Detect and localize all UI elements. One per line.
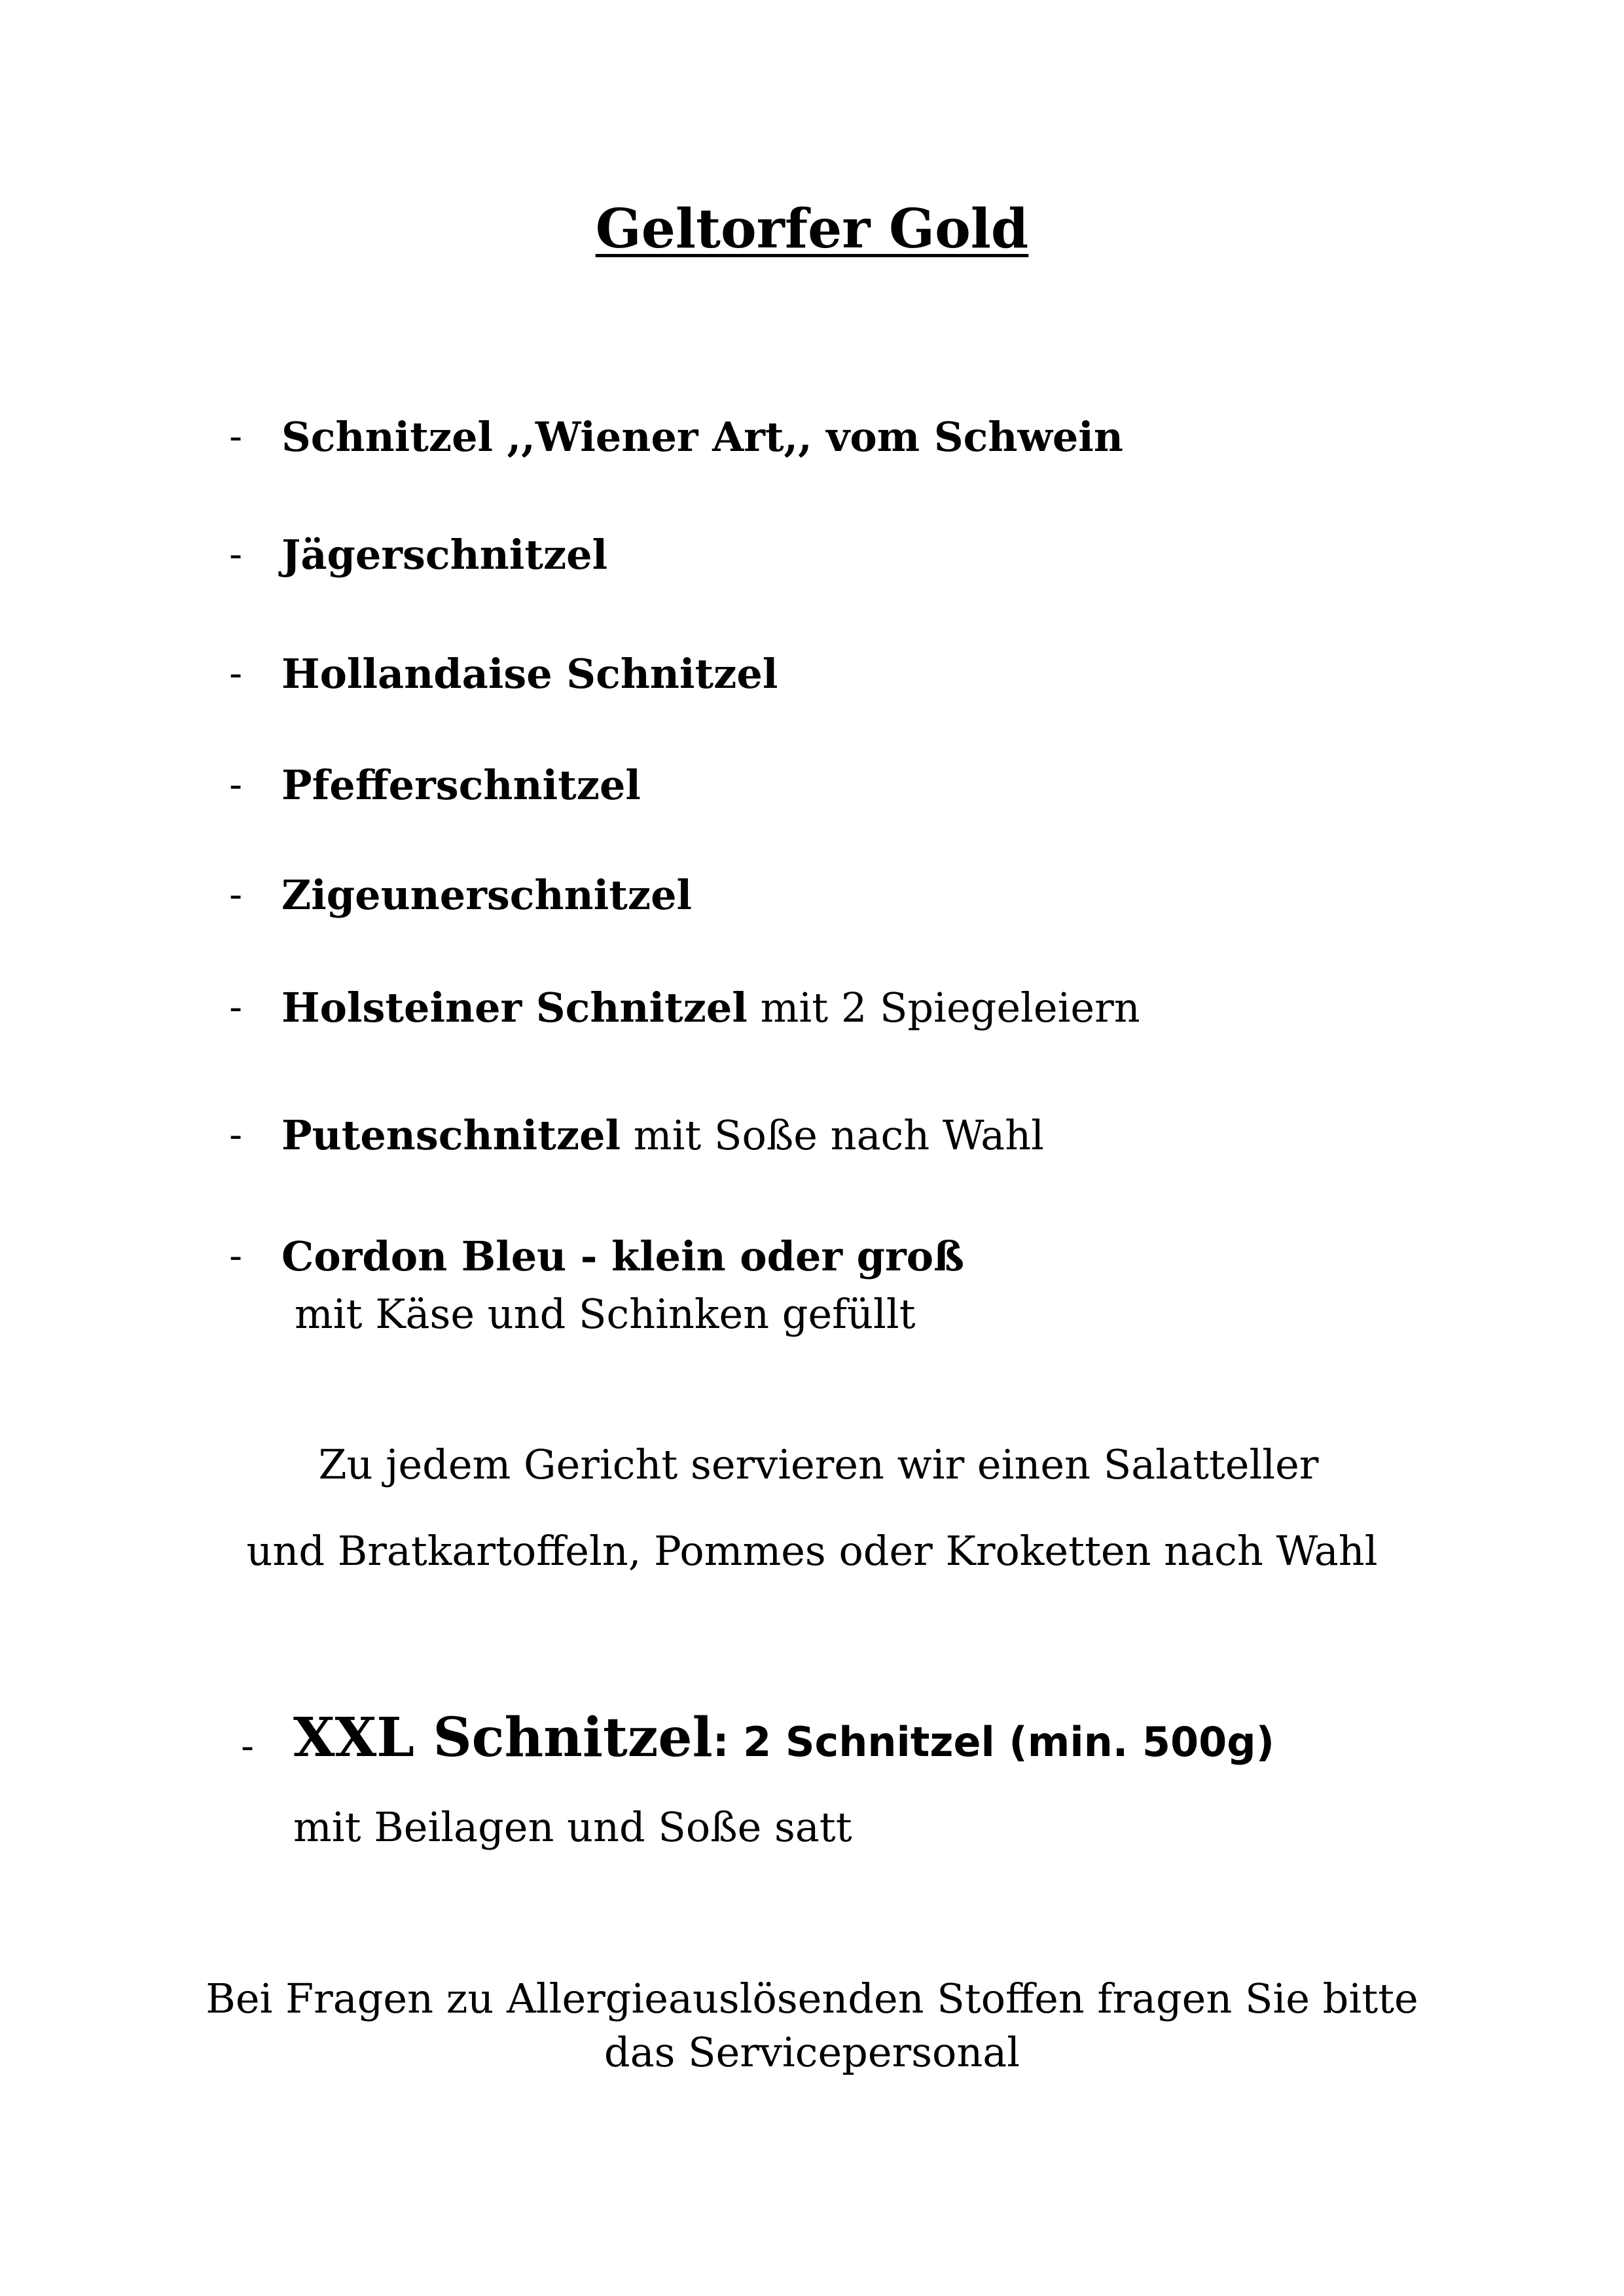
bullet-dash: - [229, 764, 243, 806]
bullet-dash: - [229, 533, 243, 576]
item-description: mit 2 Spiegeleiern [747, 984, 1140, 1031]
bullet-dash: - [229, 653, 243, 695]
item-name: Jägerschnitzel [281, 531, 608, 579]
xxl-description: : 2 Schnitzel (min. 500g) [712, 1718, 1275, 1766]
xxl-title: XXL Schnitzel [293, 1706, 713, 1769]
menu-title: Geltorfer Gold [595, 198, 1029, 260]
item-name: Holsteiner Schnitzel [281, 984, 748, 1031]
item-description: mit Soße nach Wahl [621, 1111, 1044, 1159]
bullet-dash: - [241, 1725, 255, 1768]
bullet-dash: - [229, 416, 243, 458]
bullet-dash: - [229, 1114, 243, 1157]
allergy-note-line-1: Bei Fragen zu Allergieauslösenden Stoffen fragen Sie bitte [206, 1975, 1418, 2022]
item-name: Pfefferschnitzel [281, 761, 641, 809]
allergy-note-line-2: das Servicepersonal [604, 2028, 1020, 2076]
xxl-sides: mit Beilagen und Soße satt [293, 1803, 852, 1851]
item-name: Putenschnitzel [281, 1111, 621, 1159]
item-name: Schnitzel ,,Wiener Art,, vom Schwein [281, 413, 1123, 461]
item-name: Zigeunerschnitzel [281, 871, 693, 919]
bullet-dash: - [229, 874, 243, 916]
side-dish-note-line-1 [0, 1439, 1624, 1491]
item-name: Hollandaise Schnitzel [281, 650, 778, 698]
bullet-dash: - [229, 986, 243, 1029]
side-dish-note-line-2: und Bratkartoffeln, Pommes oder Kroketten nach Wahl [246, 1527, 1378, 1575]
item-name: Cordon Bleu - klein oder groß [281, 1232, 965, 1280]
bullet-dash: - [229, 1235, 243, 1278]
cordon-bleu-description: mit Käse und Schinken gefüllt [295, 1290, 916, 1338]
side-dish-note-text-1: Zu jedem Gericht servieren wir einen Salatteller [318, 1441, 1319, 1488]
